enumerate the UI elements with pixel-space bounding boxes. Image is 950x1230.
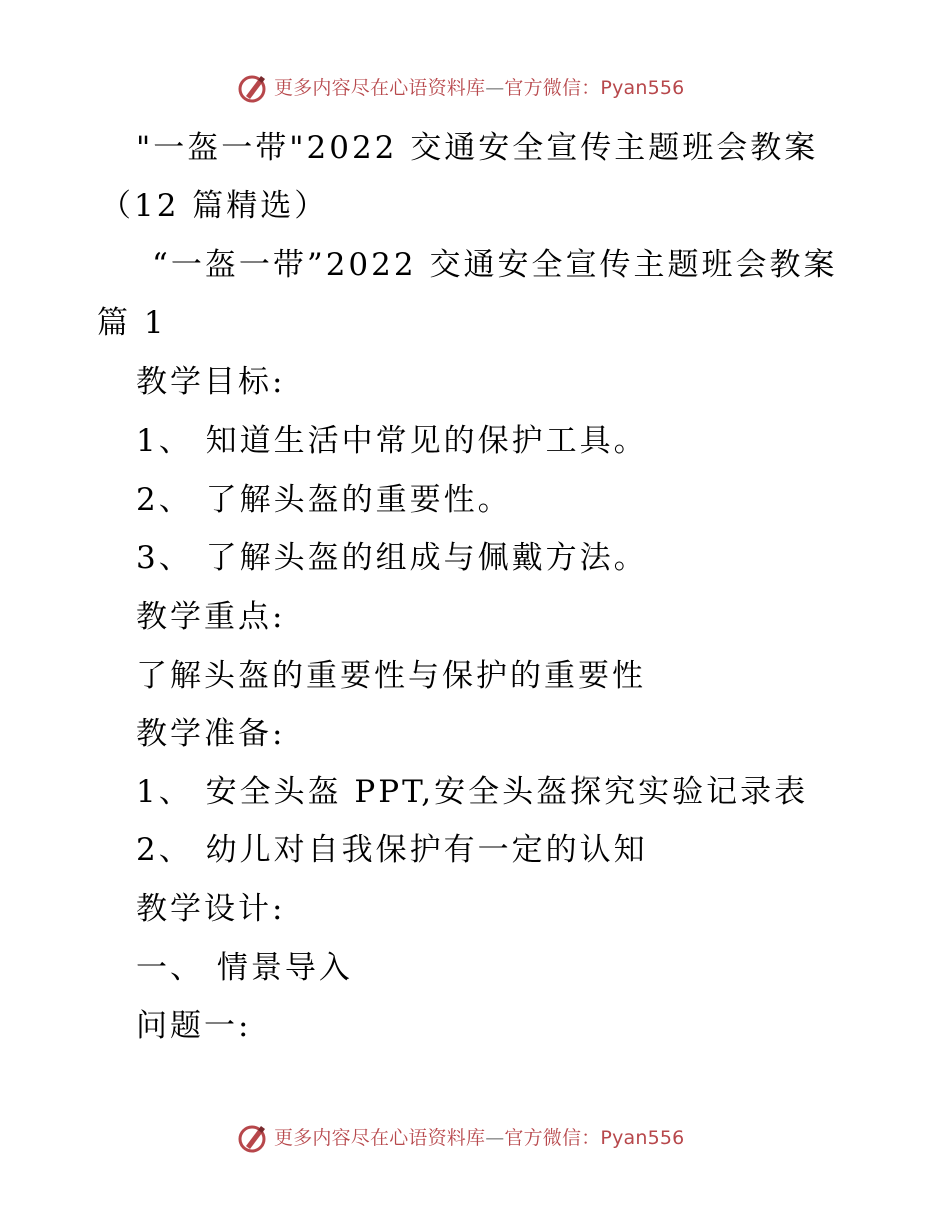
document-title-line-1: "一盔一带"2022 交通安全宣传主题班会教案 (136, 130, 819, 166)
footer-watermark (236, 1122, 684, 1154)
design-label: 教学设计: (136, 891, 286, 927)
teaching-goal-item: 3、 了解头盔的组成与佩戴方法。 (136, 540, 648, 576)
document-title-line-2: （12 篇精选） (100, 188, 329, 224)
watermark-text: 更多内容尽在心语资料库—官方微信：Pyan556 (274, 77, 685, 99)
design-step-heading: 一、 情景导入 (136, 950, 353, 986)
section-heading-line-1: “一盔一带”2022 交通安全宣传主题班会教案 (152, 247, 838, 283)
watermark-text: 更多内容尽在心语资料库—官方微信：Pyan556 (274, 1127, 685, 1149)
teaching-goal-item: 2、 了解头盔的重要性。 (136, 482, 512, 518)
teaching-goals-label: 教学目标: (136, 364, 286, 400)
pen-circle-logo-icon (236, 1122, 268, 1154)
preparation-label: 教学准备: (136, 716, 286, 752)
question-heading: 问题一: (136, 1008, 252, 1044)
key-points-text: 了解头盔的重要性与保护的重要性 (136, 658, 646, 694)
key-points-label: 教学重点: (136, 599, 286, 635)
preparation-item: 2、 幼儿对自我保护有一定的认知 (136, 832, 648, 868)
teaching-goal-item: 1、 知道生活中常见的保护工具。 (136, 423, 648, 459)
preparation-item: 1、 安全头盔 PPT,安全头盔探究实验记录表 (136, 774, 809, 810)
section-heading-line-2: 篇 1 (97, 305, 167, 341)
